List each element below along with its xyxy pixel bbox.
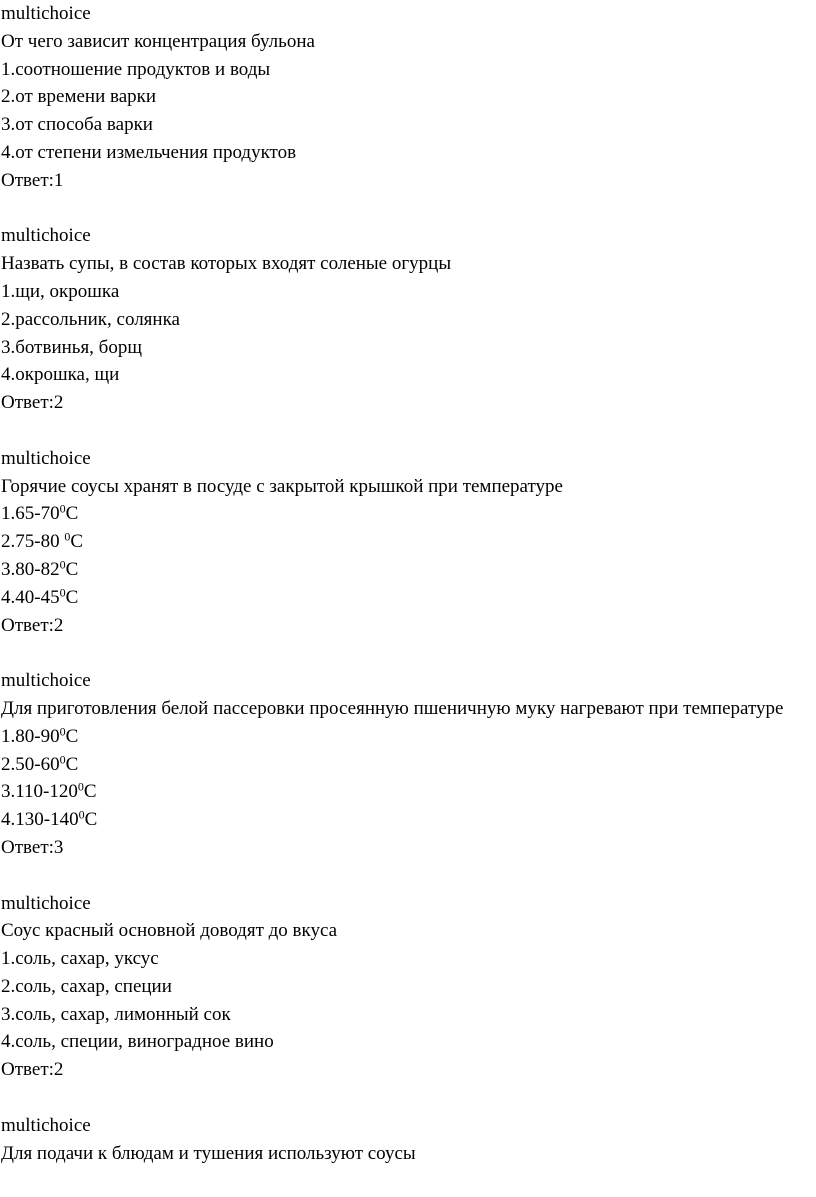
- option-4: $4.130-140^0С$: [1, 807, 98, 831]
- option-3: $3.110-120^0С$: [1, 779, 97, 803]
- option-1: $1.80-90^0С$: [1, 724, 79, 747]
- degree-superscript: 0: [78, 807, 85, 822]
- option-2: $2.50-60^0С$: [1, 751, 79, 775]
- question-type: multichoice: [1, 225, 91, 247]
- question-text: Горячие соусы хранят в посуде с закрытой крышкой при температуре: [1, 475, 563, 497]
- question-1: [1, 0, 816, 195]
- degree-superscript: 0: [59, 501, 66, 516]
- question-type: multichoice: [1, 447, 91, 469]
- answer: Ответ:2: [1, 1059, 64, 1081]
- option-1: 1.соль, сахар, уксус: [1, 948, 159, 970]
- option-2: 2.от времени варки: [1, 86, 157, 108]
- degree-superscript: 0: [59, 751, 66, 766]
- question-text: От чего зависит концентрация бульона: [1, 30, 315, 52]
- degree-superscript: 0: [59, 724, 66, 739]
- option-2: 2.соль, сахар, специи: [1, 975, 172, 997]
- question-6: [1, 1112, 816, 1168]
- option-3: 3.от способа варки: [1, 114, 153, 136]
- option-3: $3.80-82^0С$: [1, 557, 79, 580]
- degree-superscript: 0: [77, 779, 84, 794]
- option-4: $4.40-45^0С$: [1, 585, 79, 608]
- option-1: 1.соотношение продуктов и воды: [1, 58, 271, 80]
- option-2: 2.рассольник, солянка: [1, 308, 180, 330]
- answer: Ответ:2: [1, 392, 64, 414]
- answer: Ответ:1: [1, 169, 64, 191]
- degree-superscript: 0: [59, 585, 66, 600]
- answer: Ответ:2: [1, 614, 64, 636]
- question-type: multichoice: [1, 892, 91, 914]
- question-text: Для подачи к блюдам и тушения используют соусы: [1, 1142, 416, 1164]
- answer: Ответ:3: [1, 836, 64, 858]
- question-type: multichoice: [1, 670, 91, 692]
- question-3: [1, 445, 816, 640]
- question-4: [1, 667, 816, 862]
- option-4: 4.соль, специи, виноградное вино: [1, 1031, 274, 1053]
- question-2: [1, 222, 816, 417]
- option-3: 3.соль, сахар, лимонный сок: [1, 1003, 231, 1025]
- question-text: Назвать супы, в состав которых входят соленые огурцы: [1, 253, 452, 275]
- question-type: multichoice: [1, 3, 91, 24]
- option-1: 1.щи, окрошка: [1, 280, 120, 302]
- option-3: 3.ботвинья, борщ: [1, 336, 142, 358]
- option-1: $1.65-70^0С$: [1, 501, 79, 525]
- question-text: Для приготовления белой пассеровки просеянную пшеничную муку нагревают при температуре: [1, 697, 784, 719]
- degree-superscript: 0: [64, 529, 71, 544]
- question-text: Соус красный основной доводят до вкуса: [1, 920, 338, 942]
- option-4: 4.от степени измельчения продуктов: [1, 141, 297, 163]
- option-4: 4.окрошка, щи: [1, 364, 120, 386]
- question-type: multichoice: [1, 1114, 91, 1136]
- question-5: [1, 890, 816, 1085]
- option-2: 2.75-80 $^0$С: [1, 529, 84, 553]
- degree-superscript: 0: [59, 557, 66, 572]
